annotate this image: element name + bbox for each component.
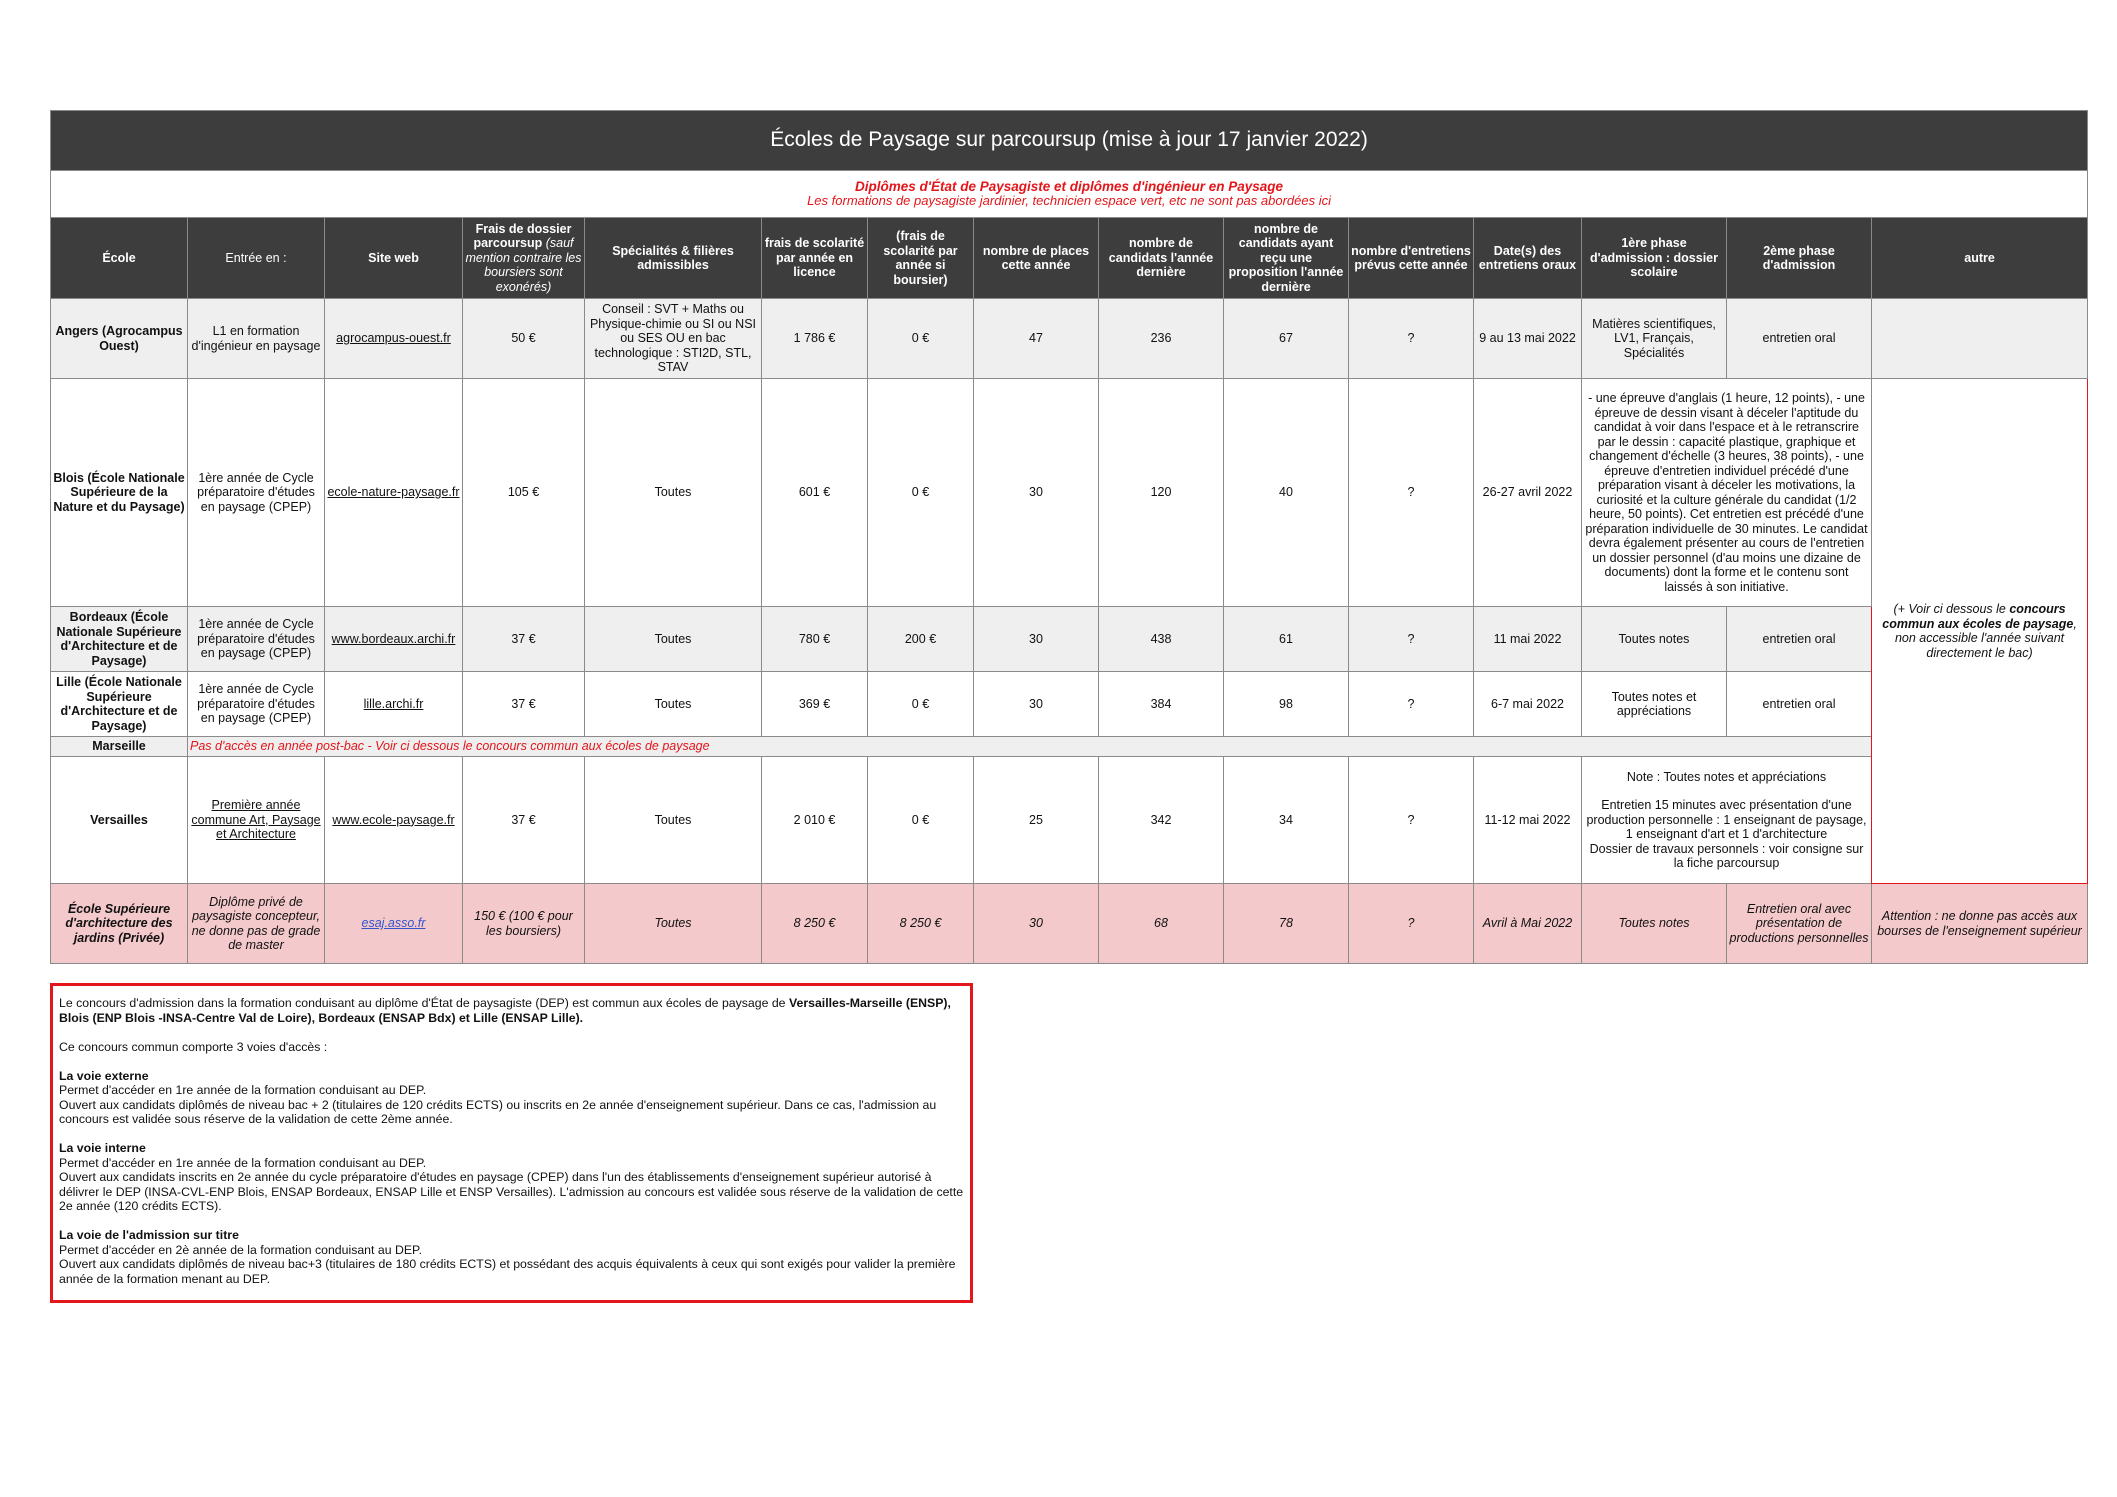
offers-count: 78: [1224, 884, 1349, 964]
fees-scholarship: 0 €: [868, 299, 974, 379]
note-voie-externe: La voie externe Permet d'accéder en 1re année de la formation conduisant au DEP. Ouvert aux candidats diplômés de niveau bac + 2 (titulaires de 120 crédits ECTS) ou inscrits en 2e année d'enseignement supérieur. Dans ce cas, l'admission au concours est validée sous réserve de la validation de cette 2ème année.: [59, 1068, 937, 1126]
admission-phase2: Entretien oral avec présentation de productions personnelles: [1727, 884, 1872, 964]
website-cell: [325, 757, 463, 884]
interviews-count: ?: [1349, 299, 1474, 379]
header-frais-dossier: Frais de dossier parcoursup (sauf mention contraire les boursiers sont exonérés): [463, 218, 585, 299]
header-entree: Entrée en :: [188, 218, 325, 299]
school-name: Bordeaux (École Nationale Supérieure d'Architecture et de Paysage): [51, 607, 188, 672]
fees-application: 37 €: [463, 607, 585, 672]
table-row-lille: [51, 672, 2088, 737]
specialties: Toutes: [585, 757, 762, 884]
interviews-count: ?: [1349, 379, 1474, 607]
offers-count: 61: [1224, 607, 1349, 672]
fees-application: 105 €: [463, 379, 585, 607]
fees-scholarship: 8 250 €: [868, 884, 974, 964]
header-ecole: École: [51, 218, 188, 299]
school-name: Angers (Agrocampus Ouest): [51, 299, 188, 379]
places-count: 30: [974, 607, 1099, 672]
specialties: Conseil : SVT + Maths ou Physique-chimie ou SI ou NSI ou SES OU en bac technologique : STI2D, STL, STAV: [585, 299, 762, 379]
fees-tuition: 369 €: [762, 672, 868, 737]
interviews-count: ?: [1349, 607, 1474, 672]
fees-tuition: 8 250 €: [762, 884, 868, 964]
offers-count: 40: [1224, 379, 1349, 607]
entry-level: L1 en formation d'ingénieur en paysage: [188, 299, 325, 379]
note-voie-titre: La voie de l'admission sur titre Permet d'accéder en 2è année de la formation conduisant au DEP. Ouvert aux candidats diplômés de niveau bac+3 (titulaires de 180 crédits ECTS) et possédant des acquis équivalents à ceux qui sont exigés pour valider la première année de la formation menant au DEP.: [59, 1228, 956, 1286]
website-cell: [325, 884, 463, 964]
note-voies: Ce concours commun comporte 3 voies d'accès :: [59, 1039, 328, 1054]
specialties: Toutes: [585, 379, 762, 607]
table-row-versailles: [51, 757, 2088, 884]
interview-dates: 11-12 mai 2022: [1474, 757, 1582, 884]
website-link[interactable]: ecole-nature-paysage.fr: [327, 485, 460, 500]
schools-table: [50, 110, 2088, 964]
candidates-count: 68: [1099, 884, 1224, 964]
fees-application: 150 € (100 € pour les boursiers): [463, 884, 585, 964]
concours-commun-note: [50, 983, 973, 1303]
places-count: 25: [974, 757, 1099, 884]
interviews-count: ?: [1349, 757, 1474, 884]
subtitle: Diplômes d'État de Paysagiste et diplômes d'ingénieur en Paysage: [855, 178, 1284, 194]
fees-tuition: 601 €: [762, 379, 868, 607]
table-row-bordeaux: [51, 607, 2088, 672]
school-name: Marseille: [51, 737, 188, 757]
website-cell: [325, 379, 463, 607]
admission-phases: Note : Toutes notes et appréciations Entretien 15 minutes avec présentation d'une production personnelle : 1 enseignant de paysage, 1 enseignant d'art et 1 d'architecture Dossier de travaux personnels : voir consigne sur la fiche parcoursup: [1582, 757, 1872, 884]
places-count: 47: [974, 299, 1099, 379]
admission-phase1: Toutes notes et appréciations: [1582, 672, 1727, 737]
other-info: [1872, 299, 2088, 379]
fees-tuition: 780 €: [762, 607, 868, 672]
schools-table-container: [50, 110, 2087, 964]
specialties: Toutes: [585, 607, 762, 672]
website-cell: [325, 299, 463, 379]
header-places: nombre de places cette année: [974, 218, 1099, 299]
candidates-count: 120: [1099, 379, 1224, 607]
website-link[interactable]: lille.archi.fr: [363, 696, 424, 711]
candidates-count: 236: [1099, 299, 1224, 379]
entry-level: Première année commune Art, Paysage et Architecture: [188, 757, 325, 884]
interview-dates: 6-7 mai 2022: [1474, 672, 1582, 737]
fees-scholarship: 200 €: [868, 607, 974, 672]
table-row-marseille: [51, 737, 2088, 757]
admission-phase2: entretien oral: [1727, 299, 1872, 379]
table-row-esaj: [51, 884, 2088, 964]
fees-scholarship: 0 €: [868, 672, 974, 737]
places-count: 30: [974, 672, 1099, 737]
website-link[interactable]: agrocampus-ouest.fr: [336, 331, 451, 346]
offers-count: 34: [1224, 757, 1349, 884]
header-autre: autre: [1872, 218, 2088, 299]
admission-phase1: Toutes notes: [1582, 884, 1727, 964]
fees-application: 37 €: [463, 757, 585, 884]
header-specialites: Spécialités & filières admissibles: [585, 218, 762, 299]
header-frais-boursier: (frais de scolarité par année si boursier): [868, 218, 974, 299]
page-title: Écoles de Paysage sur parcoursup (mise à jour 17 janvier 2022): [51, 111, 2088, 171]
specialties: Toutes: [585, 884, 762, 964]
interview-dates: Avril à Mai 2022: [1474, 884, 1582, 964]
fees-scholarship: 0 €: [868, 757, 974, 884]
header-dates: Date(s) des entretiens oraux: [1474, 218, 1582, 299]
candidates-count: 438: [1099, 607, 1224, 672]
interview-dates: 9 au 13 mai 2022: [1474, 299, 1582, 379]
admission-phase1: Toutes notes: [1582, 607, 1727, 672]
school-name: Versailles: [51, 757, 188, 884]
interview-dates: 26-27 avril 2022: [1474, 379, 1582, 607]
candidates-count: 342: [1099, 757, 1224, 884]
website-cell: [325, 607, 463, 672]
table-row-angers: [51, 299, 2088, 379]
offers-count: 98: [1224, 672, 1349, 737]
header-site: Site web: [325, 218, 463, 299]
note-voie-interne: La voie interne Permet d'accéder en 1re année de la formation conduisant au DEP. Ouvert aux candidats inscrits en 2e année du cycle préparatoire d'études en paysage (CPEP) dans l'un des établissements d'enseignement supérieur autorisé à délivrer le DEP (INSA-CVL-ENP Blois, ENSAP Bordeaux, ENSAP Lille et ENSP Versailles). L'admission au concours est validée sous réserve de la validation de cette 2e année (120 crédits ECTS).: [59, 1141, 964, 1213]
school-name: École Supérieure d'architecture des jardins (Privée): [51, 884, 188, 964]
subtitle-block: [51, 171, 2088, 218]
fees-tuition: 2 010 €: [762, 757, 868, 884]
entry-level: Diplôme privé de paysagiste concepteur, ne donne pas de grade de master: [188, 884, 325, 964]
website-link[interactable]: www.ecole-paysage.fr: [332, 812, 455, 827]
fees-tuition: 1 786 €: [762, 299, 868, 379]
fees-scholarship: 0 €: [868, 379, 974, 607]
table-row-blois: [51, 379, 2088, 607]
places-count: 30: [974, 379, 1099, 607]
candidates-count: 384: [1099, 672, 1224, 737]
website-cell: [325, 672, 463, 737]
school-name: Blois (École Nationale Supérieure de la Nature et du Paysage): [51, 379, 188, 607]
header-entretiens: nombre d'entretiens prévus cette année: [1349, 218, 1474, 299]
fees-application: 37 €: [463, 672, 585, 737]
header-phase2: 2ème phase d'admission: [1727, 218, 1872, 299]
header-row: [51, 218, 2088, 299]
header-frais-scolarite: frais de scolarité par année en licence: [762, 218, 868, 299]
specialties: Toutes: [585, 672, 762, 737]
other-info: Attention : ne donne pas accès aux bourses de l'enseignement supérieur: [1872, 884, 2088, 964]
entry-level: 1ère année de Cycle préparatoire d'études en paysage (CPEP): [188, 379, 325, 607]
entry-level: 1ère année de Cycle préparatoire d'études en paysage (CPEP): [188, 672, 325, 737]
admission-phases: - une épreuve d'anglais (1 heure, 12 points), - une épreuve de dessin visant à déceler l'aptitude du candidat à voir dans l'espace et à le retranscrire par le dessin : capacité plastique, graphique et changement d'échelle (3 heures, 38 points), - une épreuve d'entretien individuel précédé d'une préparation visant à déceler les motivations, la curiosité et la culture générale du candidat (1/2 heure, 50 points). Cet entretien est précédé d'une préparation individuelle de 30 minutes. Le candidat devra également présenter au cours de l'entretien un dossier personnel (d'au moins une dizaine de documents) dont la forme et le contenu sont laissés à son initiative.: [1582, 379, 1872, 607]
admission-phase2: entretien oral: [1727, 607, 1872, 672]
fees-application: 50 €: [463, 299, 585, 379]
interviews-count: ?: [1349, 672, 1474, 737]
interviews-count: ?: [1349, 884, 1474, 964]
header-phase1: 1ère phase d'admission : dossier scolaire: [1582, 218, 1727, 299]
interview-dates: 11 mai 2022: [1474, 607, 1582, 672]
concours-note: (+ Voir ci dessous le concours commun aux écoles de paysage, non accessible l'année suivant directement le bac): [1872, 379, 2088, 884]
note-intro: Le concours d'admission dans la formation conduisant au diplôme d'État de paysagiste (DEP) est commun aux écoles de paysage de Versailles-Marseille (ENSP), Blois (ENP Blois -INSA-Centre Val de Loire), Bordeaux (ENSAP Bdx) et Lille (ENSAP Lille).: [59, 996, 951, 1025]
admission-phase1: Matières scientifiques, LV1, Français, Spécialités: [1582, 299, 1727, 379]
places-count: 30: [974, 884, 1099, 964]
entry-level: 1ère année de Cycle préparatoire d'études en paysage (CPEP): [188, 607, 325, 672]
subtitle-note: Les formations de paysagiste jardinier, technicien espace vert, etc ne sont pas abordées ici: [807, 193, 1331, 208]
admission-phase2: entretien oral: [1727, 672, 1872, 737]
header-proposition: nombre de candidats ayant reçu une proposition l'année dernière: [1224, 218, 1349, 299]
website-link[interactable]: www.bordeaux.archi.fr: [331, 631, 456, 646]
marseille-note: Pas d'accès en année post-bac - Voir ci dessous le concours commun aux écoles de paysage: [188, 737, 1872, 757]
offers-count: 67: [1224, 299, 1349, 379]
website-link[interactable]: esaj.asso.fr: [361, 916, 426, 931]
header-candidats: nombre de candidats l'année dernière: [1099, 218, 1224, 299]
school-name: Lille (École Nationale Supérieure d'Architecture et de Paysage): [51, 672, 188, 737]
